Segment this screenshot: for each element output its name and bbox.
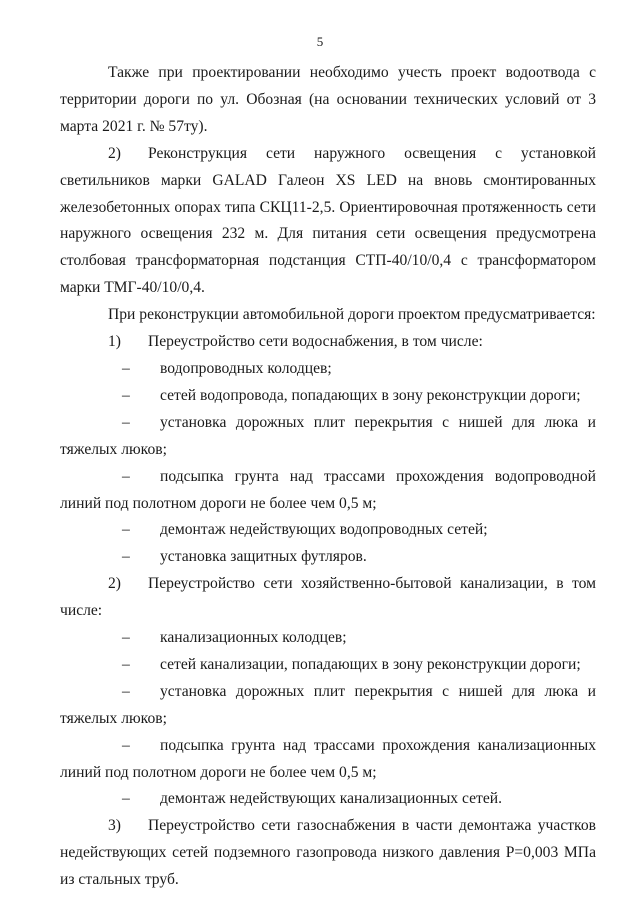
dash-marker: – [122, 682, 130, 700]
dash-marker: – [122, 386, 130, 404]
bullet-item [60, 625, 596, 652]
paragraph-text: канализационных колодцев; [160, 629, 347, 647]
paragraph-text: демонтаж недействующих водопроводных сетей; [160, 521, 488, 539]
bullet-item [60, 356, 596, 383]
paragraph-text: подсыпка грунта над трассами прохождения канализационных линий под полотном дороги не более чем 0,5 м; [60, 736, 596, 781]
dash-marker: – [122, 548, 130, 566]
paragraph [60, 60, 596, 141]
dash-marker: – [122, 359, 130, 377]
paragraph-text: Переустройство сети газоснабжения в части демонтажа участков недействующих сетей подземного газопровода низкого давления Р=0,003 МПа из стальных труб. [60, 817, 596, 889]
paragraph-text: установка дорожных плит перекрытия с нишей для люка и тяжелых люков; [60, 413, 596, 458]
numbered-item [60, 571, 596, 625]
paragraph-text: Переустройство сети водоснабжения, в том числе: [148, 333, 483, 351]
dash-marker: – [122, 629, 130, 647]
bullet-item [60, 517, 596, 544]
item-number: 1) [108, 333, 121, 351]
paragraph-text: сетей канализации, попадающих в зону реконструкции дороги; [160, 655, 581, 673]
bullet-item [60, 786, 596, 813]
item-number: 2) [108, 575, 121, 593]
paragraph-text: Переустройство сети хозяйственно-бытовой канализации, в том числе: [60, 575, 596, 620]
dash-marker: – [122, 736, 130, 754]
paragraph-text: демонтаж недействующих канализационных сетей. [160, 790, 503, 808]
page-number: 5 [316, 34, 324, 49]
bullet-item [60, 652, 596, 679]
paragraph-text: установка дорожных плит перекрытия с нишей для люка и тяжелых люков; [60, 682, 596, 727]
paragraph-text: сетей водопровода, попадающих в зону реконструкции дороги; [160, 386, 581, 404]
dash-marker: – [122, 790, 130, 808]
bullet-item [60, 733, 596, 787]
bullet-item [60, 410, 596, 464]
paragraph-text: установка защитных футляров. [160, 548, 367, 566]
paragraph-text: При реконструкции автомобильной дороги проектом предусматривается: [108, 306, 596, 324]
paragraph-text: подсыпка грунта над трассами прохождения водопроводной линий под полотном дороги не более чем 0,5 м; [60, 467, 596, 512]
bullet-item [60, 544, 596, 571]
numbered-item [60, 813, 596, 894]
document-body [60, 60, 596, 894]
numbered-item [60, 329, 596, 356]
bullet-item [60, 464, 596, 518]
dash-marker: – [122, 521, 130, 539]
dash-marker: – [122, 413, 130, 431]
paragraph-text: Реконструкция сети наружного освещения с установкой светильников марки GALAD Галеон XS LED на вновь смонтированных железобетонных опорах типа СКЦ11-2,5. Ориентировочная протяженность сети наружного освещения 232 м. Для питания сети освещения предусмотрена столбовая трансформаторная подстанция СТП-40/10/0,4 с трансформатором марки ТМГ-40/10/0,4. [60, 144, 596, 297]
paragraph [60, 302, 596, 329]
paragraph-text: Также при проектировании необходимо учесть проект водоотвода с территории дороги по ул. Обозная (на основании технических условий от 3 марта 2021 г. № 57ту). [60, 64, 596, 135]
dash-marker: – [122, 655, 130, 673]
bullet-item [60, 383, 596, 410]
bullet-item [60, 679, 596, 733]
numbered-item [60, 141, 596, 302]
item-number: 3) [108, 817, 121, 835]
item-number: 2) [108, 144, 121, 162]
dash-marker: – [122, 467, 130, 485]
paragraph-text: водопроводных колодцев; [160, 359, 332, 377]
